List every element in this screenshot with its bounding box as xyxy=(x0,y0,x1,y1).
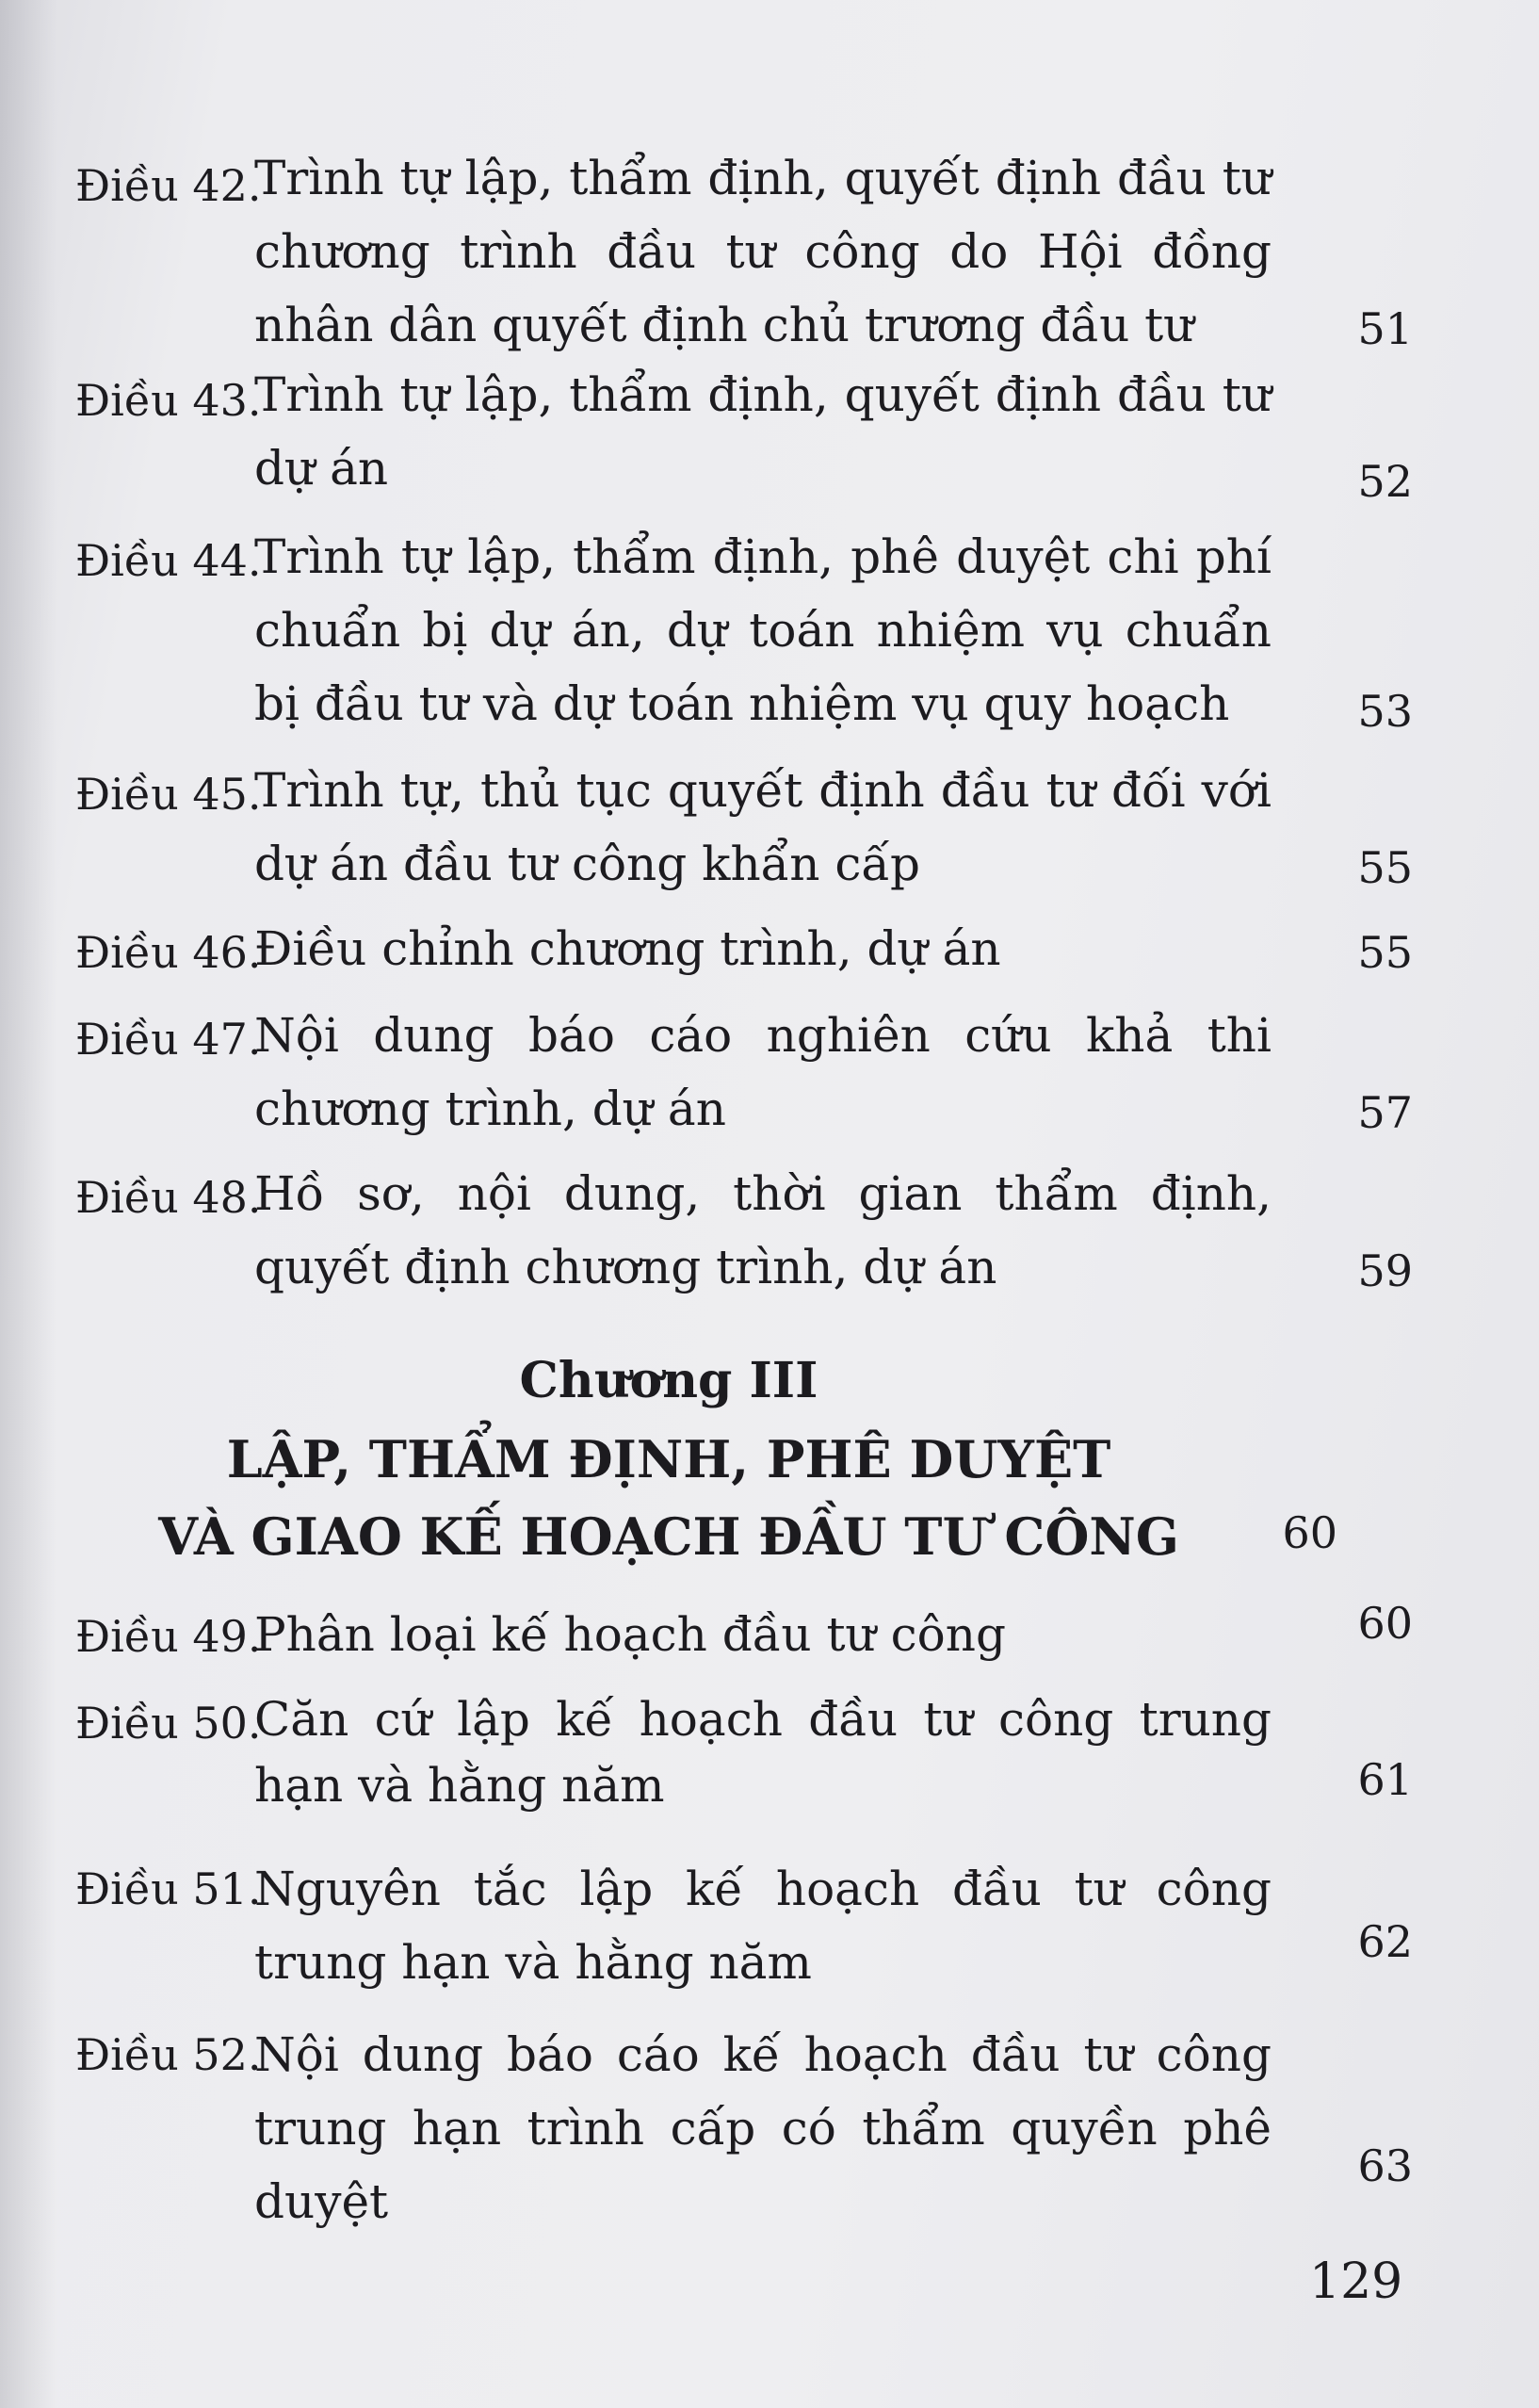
entry-label: Điều 50. xyxy=(75,1698,262,1749)
entry-page-number: 51 xyxy=(1357,303,1413,354)
toc-entry-dieu-46 xyxy=(75,912,1413,987)
entry-page-number: 57 xyxy=(1357,1087,1413,1138)
entry-title: Nội dung báo cáo kế hoạch đầu tư công trung hạn trình cấp có thẩm quyền phê duyệt xyxy=(254,2027,1272,2229)
entry-title: Nội dung báo cáo nghiên cứu khả thi chương trình, dự án xyxy=(254,1008,1272,1136)
entry-title: Phân loại kế hoạch đầu tư công xyxy=(254,1607,1006,1662)
chapter-heading xyxy=(141,1342,1196,1575)
entry-page-number: 55 xyxy=(1357,927,1413,978)
entry-title: Điều chỉnh chương trình, dự án xyxy=(254,921,1001,976)
chapter-title-line-2: VÀ GIAO KẾ HOẠCH ĐẦU TƯ CÔNG xyxy=(158,1506,1179,1567)
entry-page-number: 53 xyxy=(1357,686,1413,737)
entry-page-number: 55 xyxy=(1357,842,1413,893)
chapter-page-number: 60 xyxy=(1282,1507,1337,1558)
entry-label: Điều 45. xyxy=(75,769,262,820)
chapter-label: Chương III xyxy=(519,1352,818,1409)
entry-page-number: 63 xyxy=(1357,2140,1413,2191)
entry-page-number: 59 xyxy=(1357,1245,1413,1296)
entry-title: Hồ sơ, nội dung, thời gian thẩm định, quyết định chương trình, dự án xyxy=(254,1166,1272,1294)
toc-entry-dieu-45 xyxy=(75,754,1413,904)
entry-page-number: 60 xyxy=(1357,1598,1413,1649)
page-gutter-shadow xyxy=(0,0,57,2408)
entry-label: Điều 52. xyxy=(75,2029,262,2080)
entry-title: Trình tự lập, thẩm định, quyết định đầu tư chương trình đầu tư công do Hội đồng nhân dân quyết định chủ trương đầu tư xyxy=(254,151,1272,352)
toc-entry-dieu-43 xyxy=(75,358,1413,509)
entry-label: Điều 51. xyxy=(75,1863,262,1914)
toc-entry-dieu-47 xyxy=(75,999,1413,1149)
entry-title: Trình tự lập, thẩm định, quyết định đầu tư dự án xyxy=(254,367,1272,496)
toc-entry-dieu-52 xyxy=(75,2018,1413,2244)
chapter-title-line-1: LẬP, THẨM ĐỊNH, PHÊ DUYỆT xyxy=(226,1429,1111,1489)
entry-label: Điều 44. xyxy=(75,535,262,586)
entry-page-number: 62 xyxy=(1357,1916,1413,1967)
entry-label: Điều 43. xyxy=(75,375,262,426)
entry-label: Điều 47. xyxy=(75,1014,262,1065)
toc-entry-dieu-50 xyxy=(75,1686,1413,1837)
entry-title: Trình tự, thủ tục quyết định đầu tư đối với dự án đầu tư công khẩn cấp xyxy=(254,763,1272,891)
entry-label: Điều 42. xyxy=(75,160,262,211)
toc-entry-dieu-49 xyxy=(75,1598,1413,1673)
entry-page-number: 52 xyxy=(1357,456,1413,507)
entry-label: Điều 48. xyxy=(75,1172,262,1223)
entry-label: Điều 46. xyxy=(75,927,262,978)
toc-entry-dieu-48 xyxy=(75,1157,1413,1308)
entry-label: Điều 49. xyxy=(75,1611,262,1662)
entry-title: Căn cứ lập kế hoạch đầu tư công trung hạn và hằng năm xyxy=(254,1692,1272,1813)
entry-page-number: 61 xyxy=(1357,1754,1413,1805)
page-folio-number: 129 xyxy=(1309,2253,1403,2310)
toc-entry-dieu-44 xyxy=(75,520,1413,746)
toc-entry-dieu-51 xyxy=(75,1852,1413,2003)
entry-title: Trình tự lập, thẩm định, phê duyệt chi phí chuẩn bị dự án, dự toán nhiệm vụ chuẩn bị đầu tư và dự toán nhiệm vụ quy hoạch xyxy=(254,529,1272,731)
toc-entry-dieu-42 xyxy=(75,141,1413,358)
entry-title: Nguyên tắc lập kế hoạch đầu tư công trung hạn và hằng năm xyxy=(254,1862,1272,1990)
